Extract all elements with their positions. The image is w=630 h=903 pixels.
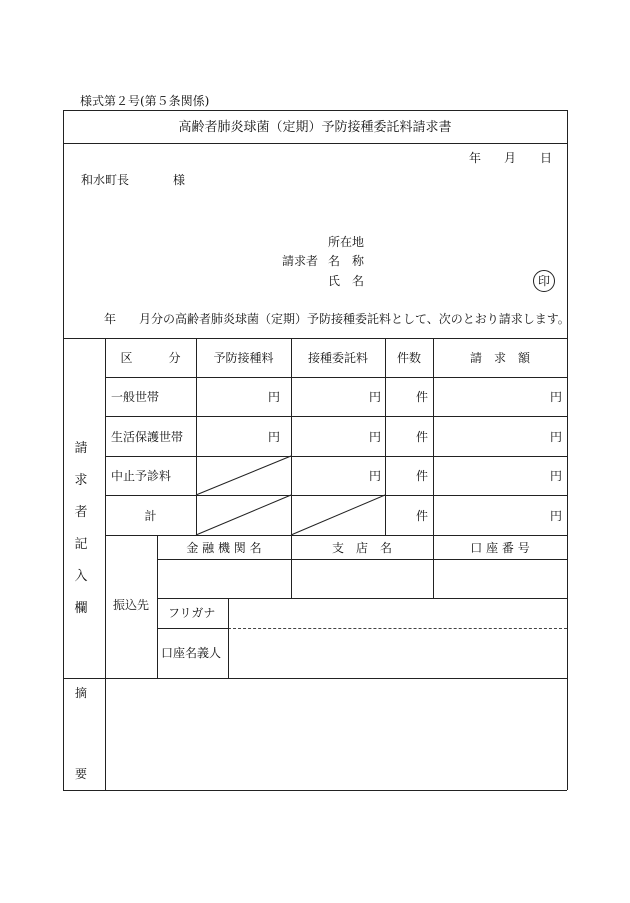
row-general-fee: 円	[369, 390, 382, 404]
fee-col-divider-1	[196, 338, 197, 535]
address-label: 所在地	[328, 235, 365, 249]
frame-right	[567, 110, 568, 790]
form-number: 様式第２号(第５条関係)	[80, 94, 210, 108]
fee-col-divider-3	[385, 338, 386, 535]
header-branch: 支 店 名	[331, 541, 392, 555]
frame-left	[63, 110, 64, 790]
holder-col-divider	[228, 598, 229, 678]
header-fee: 接種委託料	[307, 351, 368, 365]
header-account-number: 口 座 番 号	[470, 541, 530, 555]
person-name-label: 氏 名	[328, 274, 365, 288]
header-amount: 請 求 額	[469, 351, 530, 365]
statement-year: 年	[104, 312, 117, 326]
row-general-label: 一般世帯	[111, 390, 160, 404]
bank-values-bottom	[157, 598, 567, 599]
frame-bottom	[63, 790, 567, 791]
date-month: 月	[504, 151, 517, 165]
date-day: 日	[540, 151, 553, 165]
frame-top	[63, 110, 567, 111]
org-name-label: 名 称	[328, 254, 365, 268]
page-title: 高齢者肺炎球菌（定期）予防接種委託料請求書	[178, 120, 452, 135]
bank-header-divider	[157, 559, 567, 560]
addressee-name: 和水町長	[81, 173, 130, 187]
header-count: 件数	[396, 351, 421, 365]
diagonal-cancel-vaccine	[196, 456, 291, 495]
row-cancel-amount: 円	[550, 469, 563, 483]
fee-row-divider-1	[105, 416, 567, 417]
remarks-label-bottom: 要	[75, 767, 88, 781]
fee-header-divider	[105, 377, 567, 378]
furigana-dashed-line	[228, 628, 567, 629]
requester-label: 請求者	[282, 254, 319, 268]
furigana-label: フリガナ	[168, 606, 216, 620]
row-welfare-count: 件	[416, 430, 429, 444]
row-general-vaccine: 円	[268, 390, 281, 404]
fee-row-divider-2	[105, 456, 567, 457]
requester-entry-side-label: 請 求 者 記 入 欄	[74, 441, 88, 616]
fee-table-bottom	[105, 535, 567, 536]
bank-label-divider	[157, 535, 158, 678]
row-welfare-label: 生活保護世帯	[111, 430, 184, 444]
row-cancel-label: 中止予診料	[111, 469, 172, 483]
remarks-divider	[63, 678, 567, 679]
fee-row-divider-3	[105, 495, 567, 496]
diagonal-total-vaccine	[196, 495, 291, 535]
row-welfare-vaccine: 円	[268, 430, 281, 444]
header-category: 区 分	[120, 351, 181, 365]
side-column-divider	[105, 338, 106, 790]
fee-col-divider-4	[433, 338, 434, 535]
statement-text: 月分の高齢者肺炎球菌（定期）予防接種委託料として、次のとおり請求します。	[139, 312, 570, 326]
header-bank-name: 金 融 機 関 名	[186, 541, 262, 555]
row-total-count: 件	[416, 509, 429, 523]
seal-mark: 印	[533, 270, 555, 292]
row-general-count: 件	[416, 390, 429, 404]
bank-transfer-label: 振込先	[113, 598, 150, 612]
row-total-amount: 円	[550, 509, 563, 523]
row-welfare-amount: 円	[550, 430, 563, 444]
row-cancel-count: 件	[416, 469, 429, 483]
remarks-label-top: 摘	[75, 686, 88, 700]
section-divider	[63, 338, 567, 339]
furigana-label-bottom	[157, 628, 228, 629]
account-holder-label: 口座名義人	[161, 646, 222, 660]
date-year: 年	[469, 151, 482, 165]
title-divider	[63, 143, 567, 144]
row-total-label: 計	[144, 509, 157, 523]
row-general-amount: 円	[550, 390, 563, 404]
fee-col-divider-2	[291, 338, 292, 535]
diagonal-total-fee	[291, 495, 385, 535]
header-vaccine-fee: 予防接種料	[213, 351, 274, 365]
row-welfare-fee: 円	[369, 430, 382, 444]
addressee-honorific: 様	[173, 173, 186, 187]
row-cancel-fee: 円	[369, 469, 382, 483]
